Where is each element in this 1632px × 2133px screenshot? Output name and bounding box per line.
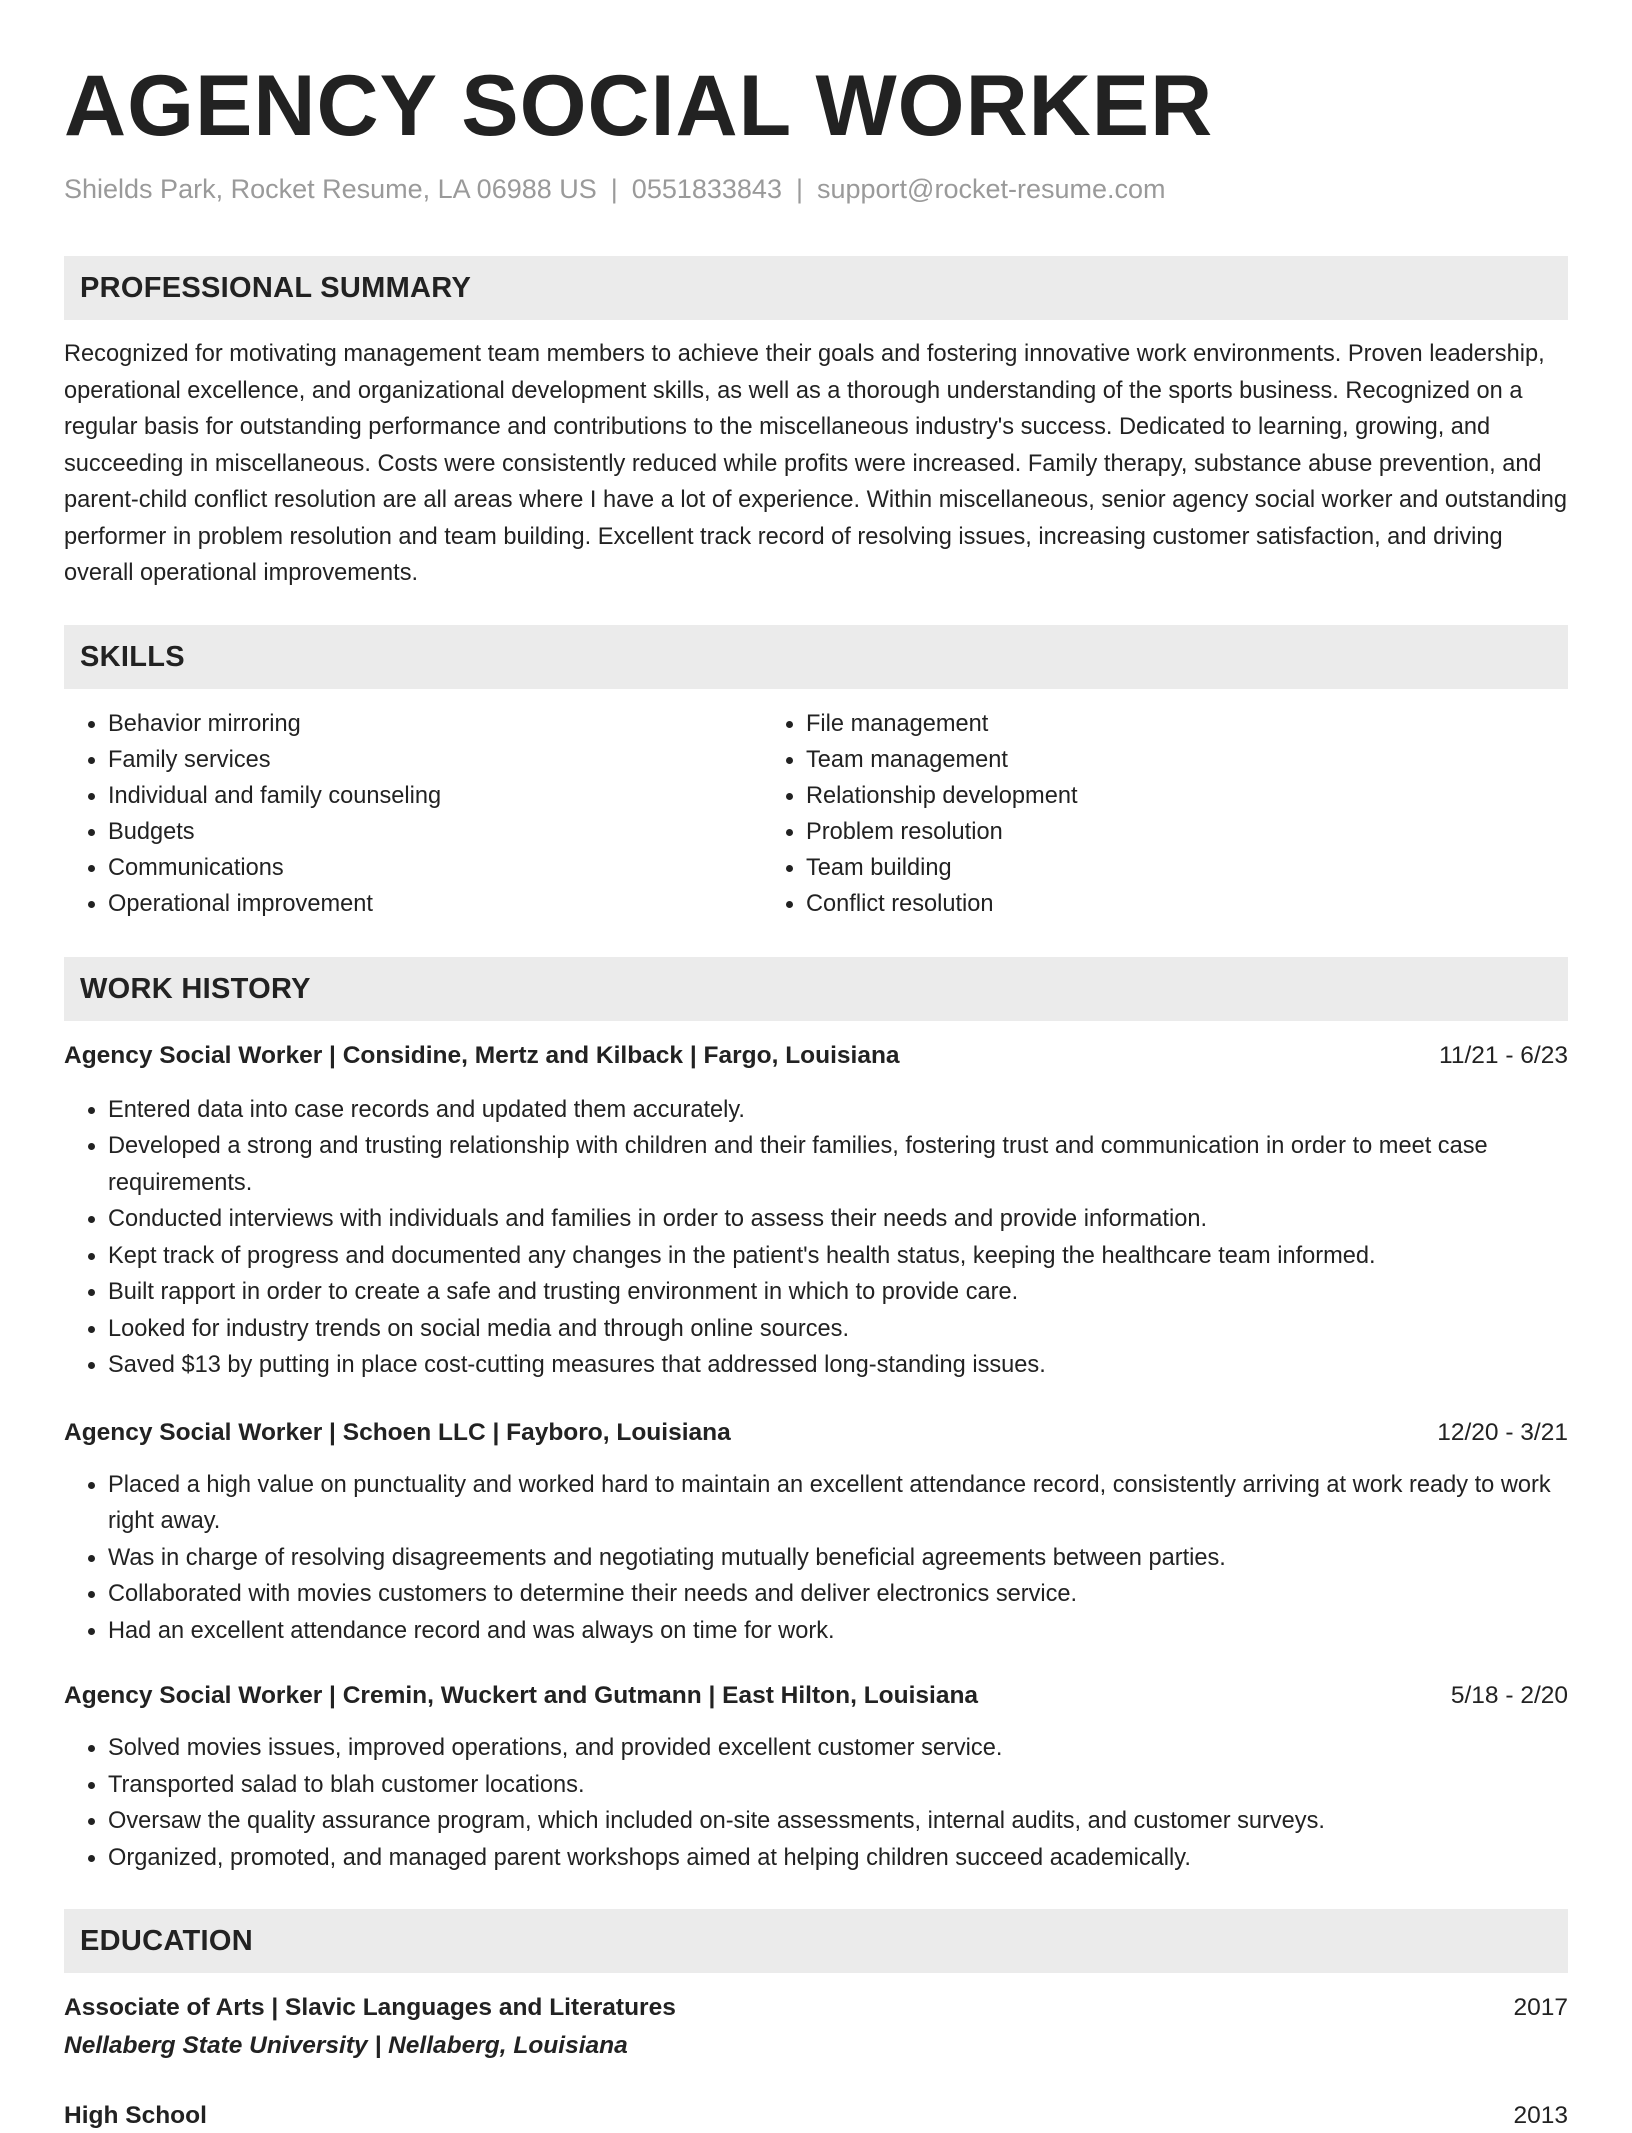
education-year: 2013 [1513,2102,1568,2129]
job-bullet: • Saved $13 by putting in place cost-cutting measures that addressed long-standing issues. [108,1347,1568,1384]
job-bullet: • Entered data into case records and updated them accurately. [108,1092,1568,1129]
education-school: Nellaberg State University | Nellaberg, Louisiana [64,2032,628,2059]
skills-heading: SKILLS [64,625,1568,689]
education-header [64,1991,1568,2025]
job-bullet: • Was in charge of resolving disagreements and negotiating mutually beneficial agreements between parties. [108,1540,1568,1577]
skills-column-right [762,706,1568,922]
job-header [64,1416,1568,1450]
work-history-heading: WORK HISTORY [64,957,1568,1021]
skill-item: • Individual and family counseling [108,778,762,814]
contact-line [64,172,1568,206]
job-header [64,1039,1568,1073]
job-bullet: • Oversaw the quality assurance program, which included on-site assessments, internal audits, and customer surveys. [108,1803,1568,1840]
job-title: Agency Social Worker | Schoen LLC | Fayboro, Louisiana [64,1418,731,1446]
skill-item: • Team management [806,742,1568,778]
job-dates: 12/20 - 3/21 [1437,1418,1568,1446]
job-bullet: • Had an excellent attendance record and was always on time for work. [108,1613,1568,1650]
resume-name: AGENCY SOCIAL WORKER [64,58,1214,154]
job-bullet: • Transported salad to blah customer locations. [108,1767,1568,1804]
resume-page [64,0,1568,2133]
skill-item: • Communications [108,850,762,886]
education-degree: Associate of Arts | Slavic Languages and Literatures [64,1994,676,2021]
job-bullet: • Kept track of progress and documented any changes in the patient's health status, keeping the healthcare team informed. [108,1238,1568,1275]
job-bullets [64,1730,1568,1876]
job-bullet: • Looked for industry trends on social media and through online sources. [108,1311,1568,1348]
education-year: 2017 [1513,1994,1568,2021]
education-heading: EDUCATION [64,1909,1568,1973]
job-bullet: • Organized, promoted, and managed parent workshops aimed at helping children succeed academically. [108,1840,1568,1877]
skill-item: • Team building [806,850,1568,886]
skill-item: • Family services [108,742,762,778]
summary-text: Recognized for motivating management team members to achieve their goals and fostering innovative work environments. Proven leadership, operational excellence, and organizational development skills, as well as a thorough understanding of the sports business. Recognized on a regular basis for outstanding performance and contributions to the miscellaneous industry's success. Dedicated to learning, growing, and succeeding in miscellaneous. Costs were consistently reduced while profits were increased. Family therapy, substance abuse prevention, and parent-child conflict resolution are all areas where I have a lot of experience. Within miscellaneous, senior agency social worker and outstanding performer in problem resolution and team building. Excellent track record of resolving issues, increasing customer satisfaction, and driving overall operational improvements. [64,341,1567,586]
job-title: Agency Social Worker | Cremin, Wuckert and Gutmann | East Hilton, Louisiana [64,1682,979,1709]
job-dates: 11/21 - 6/23 [1439,1041,1568,1069]
skills-column-left [64,706,762,922]
education-entry [64,2099,1568,2133]
job-bullet: • Developed a strong and trusting relationship with children and their families, fostering trust and communication in order to meet case requirements. [108,1128,1568,1201]
skill-item: • Operational improvement [108,886,762,922]
job-bullet: • Built rapport in order to create a safe and trusting environment in which to provide care. [108,1274,1568,1311]
job-entry [64,1039,1568,1384]
education-degree: High School [64,2102,207,2129]
job-dates: 5/18 - 2/20 [1450,1682,1568,1709]
job-header [64,1679,1568,1713]
job-entry [64,1679,1568,1876]
contact-separator: | [610,174,618,204]
contact-phone: 0551833843 [631,174,782,204]
contact-email: support@rocket-resume.com [816,174,1166,204]
contact-separator: | [795,174,803,204]
skill-item: • Relationship development [806,778,1568,814]
contact-address: Shields Park, Rocket Resume, LA 06988 US [64,174,597,204]
skill-item: • Budgets [108,814,762,850]
skill-item: • Problem resolution [806,814,1568,850]
job-bullet: • Collaborated with movies customers to determine their needs and deliver electronics service. [108,1576,1568,1613]
education-entry [64,1991,1568,2065]
job-bullets [64,1092,1568,1384]
job-bullet: • Placed a high value on punctuality and worked hard to maintain an excellent attendance record, consistently arriving at work ready to work right away. [108,1467,1568,1540]
skill-item: • Behavior mirroring [108,706,762,742]
summary-heading: PROFESSIONAL SUMMARY [64,256,1568,320]
job-bullet: • Conducted interviews with individuals and families in order to assess their needs and provide information. [108,1201,1568,1238]
skill-item: • File management [806,706,1568,742]
job-entry [64,1416,1568,1650]
education-header [64,2099,1568,2133]
job-bullets [64,1467,1568,1650]
job-title: Agency Social Worker | Considine, Mertz and Kilback | Fargo, Louisiana [64,1041,900,1069]
skills-list [64,706,1568,922]
skill-item: • Conflict resolution [806,886,1568,922]
job-bullet: • Solved movies issues, improved operations, and provided excellent customer service. [108,1730,1568,1767]
